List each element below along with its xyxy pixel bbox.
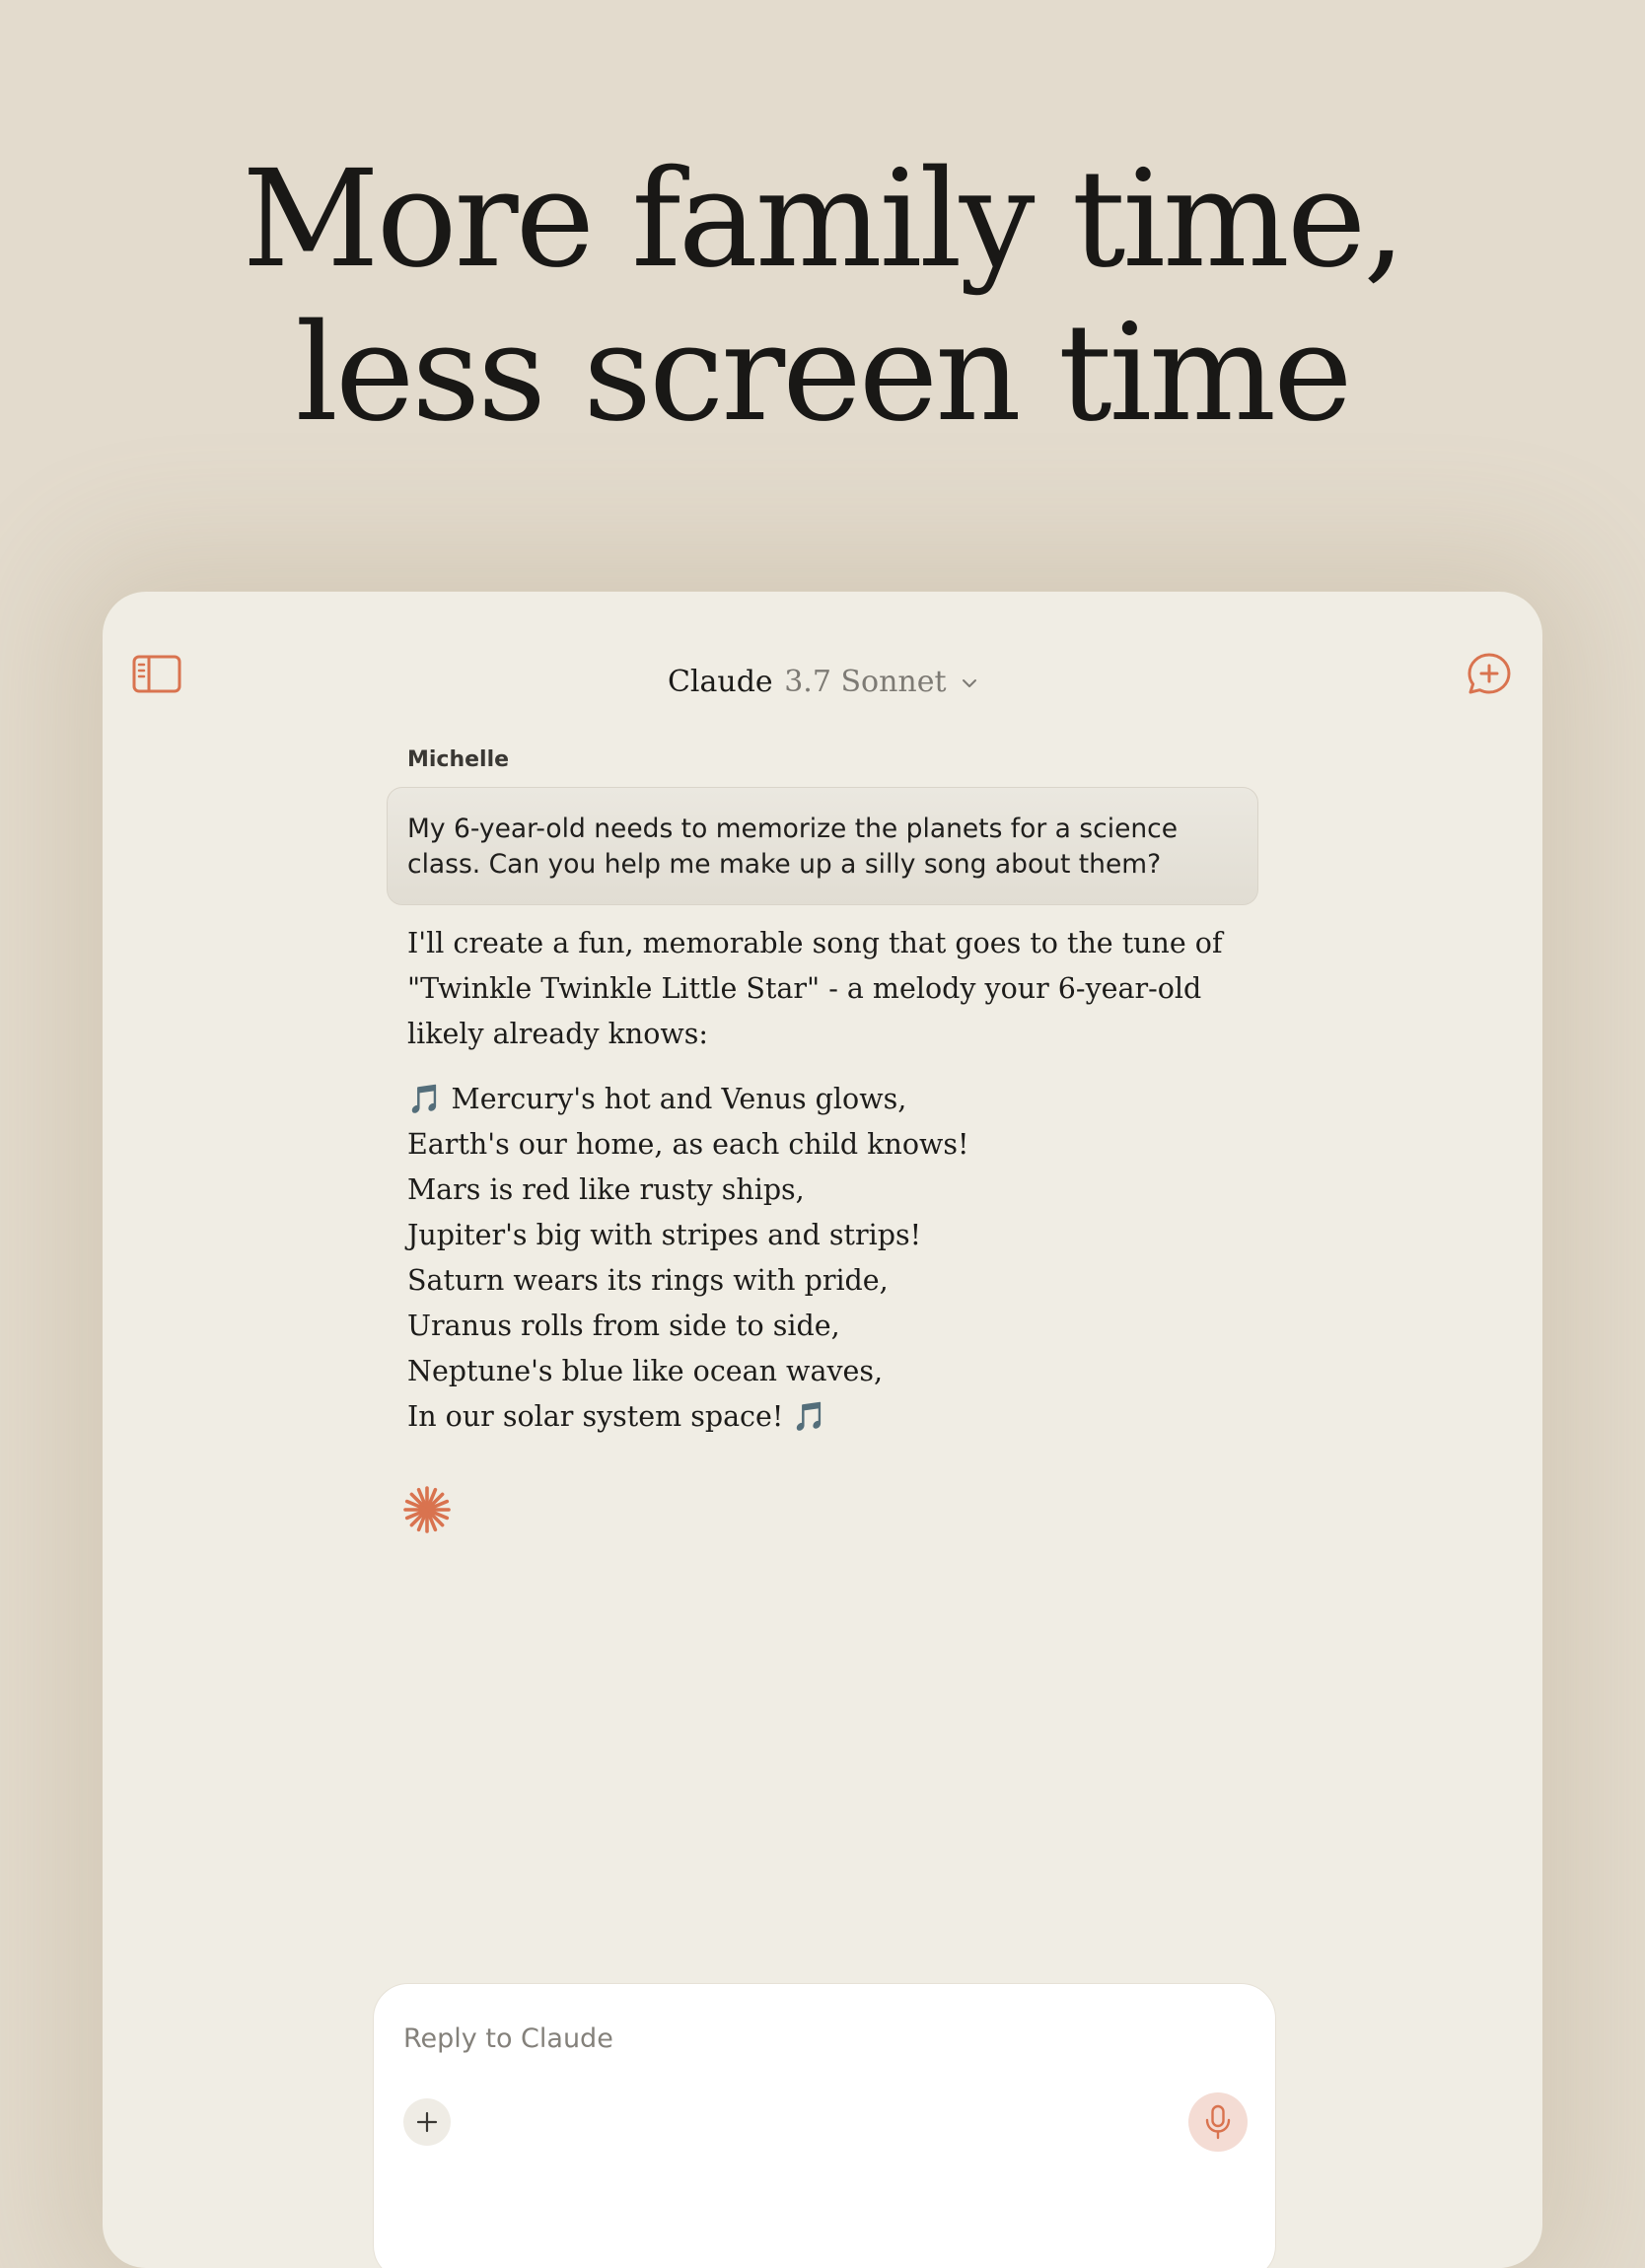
headline-line-1: More family time, [242, 142, 1403, 298]
model-name: Claude [667, 665, 773, 699]
voice-input-button[interactable] [1188, 2092, 1248, 2152]
top-bar [103, 592, 1542, 730]
model-selector[interactable] [103, 665, 1542, 701]
user-message-bubble [387, 787, 1258, 905]
model-version: 3.7 Sonnet [784, 665, 947, 699]
song-line: Saturn wears its rings with pride, [407, 1264, 889, 1297]
app-window [103, 592, 1542, 2268]
song-line: 🎵 Mercury's hot and Venus glows, [407, 1083, 907, 1115]
song-line: In our solar system space! 🎵 [407, 1400, 827, 1433]
headline-line-2: less screen time [295, 296, 1350, 452]
user-name: Michelle [407, 747, 510, 772]
assistant-message [407, 921, 1275, 1440]
page-headline [0, 143, 1645, 451]
message-composer [373, 1983, 1276, 2268]
song-line: Earth's our home, as each child knows! [407, 1128, 969, 1161]
reply-input[interactable]: Reply to Claude [403, 2023, 613, 2054]
song-lyrics [407, 1077, 1275, 1440]
song-line: Neptune's blue like ocean waves, [407, 1355, 884, 1387]
attach-button[interactable] [403, 2098, 451, 2146]
microphone-icon [1204, 2104, 1232, 2140]
song-line: Mars is red like rusty ships, [407, 1173, 805, 1206]
chevron-down-icon [962, 663, 977, 698]
song-line: Uranus rolls from side to side, [407, 1310, 840, 1342]
assistant-intro-text: I'll create a fun, memorable song that goes to the tune of "Twinkle Twinkle Little Star" - a melody your 6-year-old likely already knows: [407, 927, 1223, 1050]
user-message-text: My 6-year-old needs to memorize the planets for a science class. Can you help me make up a silly song about them? [407, 814, 1179, 880]
new-chat-button[interactable] [1466, 651, 1513, 698]
claude-spark-icon [402, 1485, 452, 1534]
plus-icon [415, 2110, 439, 2134]
new-chat-icon [1466, 651, 1513, 698]
song-line: Jupiter's big with stripes and strips! [407, 1219, 922, 1251]
